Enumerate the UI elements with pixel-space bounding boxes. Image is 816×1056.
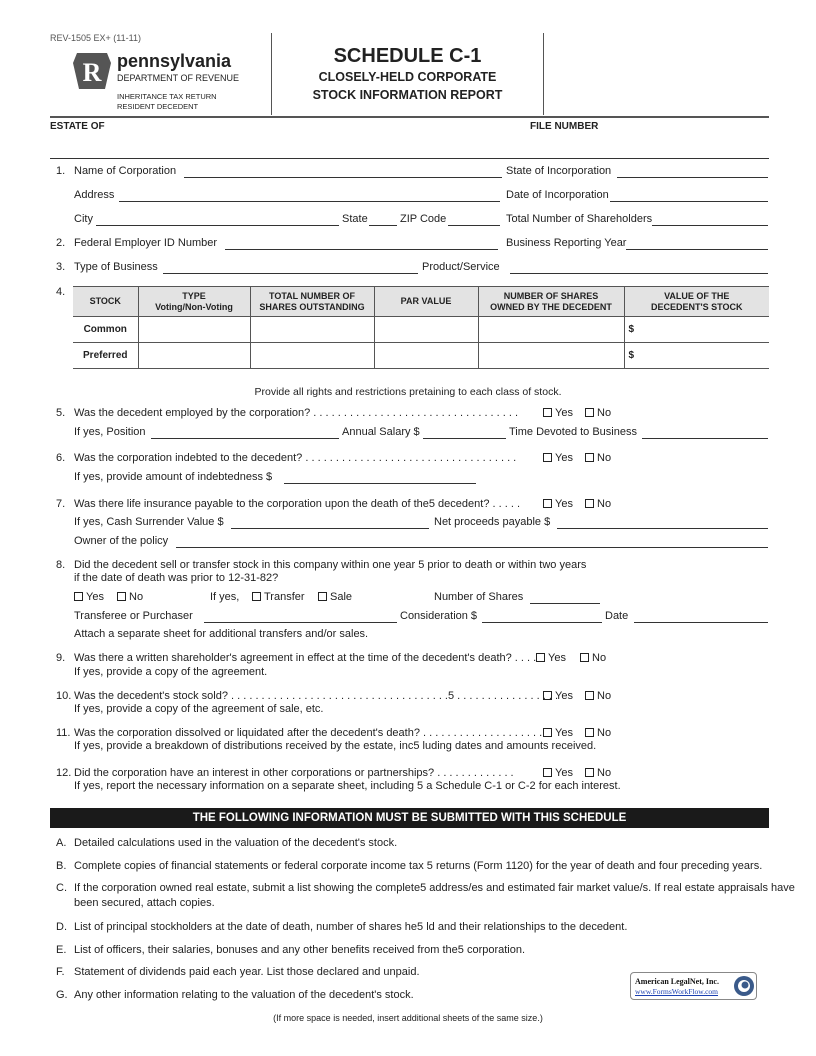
q3-number: 3. — [56, 261, 66, 273]
q8-text-2: if the date of death was prior to 12-31-82? — [74, 572, 279, 584]
checkbox-icon[interactable] — [74, 592, 83, 601]
q6-number: 6. — [56, 452, 66, 464]
q1-number: 1. — [56, 165, 66, 177]
date-label: Date — [605, 610, 629, 622]
checkbox-icon[interactable] — [580, 653, 589, 662]
state-of-incorporation-label: State of Incorporation — [506, 165, 612, 177]
list-letter: D. — [56, 921, 67, 933]
transferee-field[interactable] — [204, 622, 397, 623]
q8-number: 8. — [56, 559, 66, 571]
net-proceeds-field[interactable] — [557, 528, 768, 529]
city-label: City — [74, 213, 93, 225]
annual-salary-field[interactable] — [423, 438, 506, 439]
q12-number: 12. — [56, 767, 72, 779]
date-of-incorporation-label: Date of Incorporation — [506, 189, 609, 201]
number-of-shares-field[interactable] — [530, 603, 600, 604]
policy-owner-field[interactable] — [176, 547, 768, 548]
checkbox-icon[interactable] — [543, 691, 552, 700]
q11-sub: If yes, provide a breakdown of distributions received by the estate, inc5 luding dates and amounts received. — [74, 740, 597, 752]
q10-text: Was the decedent's stock sold? . . . . . . . . . . . . . . . . . . . . . . . . . . . . . . . . . . . .5 . . . . . . . . . . . . . . . . . — [74, 690, 559, 702]
policy-owner-label: Owner of the policy — [74, 535, 169, 547]
common-owned-cell[interactable] — [478, 317, 624, 343]
time-devoted-label: Time Devoted to Business — [509, 426, 637, 438]
th-shares-owned: NUMBER OF SHARES OWNED BY THE DECEDENT — [478, 287, 624, 317]
q12-no[interactable]: No — [585, 767, 611, 779]
q6-text: Was the corporation indebted to the decedent? . . . . . . . . . . . . . . . . . . . . . . . . . . . . . . . . . . . — [74, 452, 517, 464]
list-item: Detailed calculations used in the valuation of the decedent's stock. — [74, 837, 398, 849]
q2-number: 2. — [56, 237, 66, 249]
list-item: List of principal stockholders at the date of death, number of shares he5 ld and their relationships to the decedent. — [74, 921, 628, 933]
list-item-continued: been secured, attach copies. — [74, 897, 215, 909]
net-proceeds-label: Net proceeds payable $ — [434, 516, 551, 528]
header-divider-right — [543, 33, 544, 115]
q6-yes[interactable]: Yes — [543, 452, 573, 464]
q9-no[interactable]: No — [580, 652, 606, 664]
q8-no[interactable]: No — [117, 591, 143, 603]
stock-rights-note: Provide all rights and restrictions pretaining to each class of stock. — [254, 386, 562, 398]
q8-transfer[interactable]: Transfer — [252, 591, 305, 603]
cash-surrender-label: If yes, Cash Surrender Value $ — [74, 516, 224, 528]
estate-of-label: ESTATE OF — [50, 121, 105, 132]
q10-no[interactable]: No — [585, 690, 611, 702]
q10-yes[interactable]: Yes — [543, 690, 573, 702]
preferred-total-cell[interactable] — [250, 343, 374, 369]
table-row — [73, 317, 769, 343]
checkbox-icon[interactable] — [543, 499, 552, 508]
checkbox-icon[interactable] — [117, 592, 126, 601]
legalnet-globe-icon — [733, 975, 755, 1000]
logo-letter: R — [82, 58, 102, 87]
date-of-incorporation-field[interactable] — [610, 201, 768, 202]
consideration-label: Consideration $ — [400, 610, 478, 622]
zip-code-label: ZIP Code — [400, 213, 447, 225]
list-item: Statement of dividends paid each year. List those declared and unpaid. — [74, 966, 420, 978]
indebtedness-label: If yes, provide amount of indebtedness $ — [74, 471, 273, 483]
q9-sub: If yes, provide a copy of the agreement. — [74, 666, 268, 678]
checkbox-icon[interactable] — [585, 499, 594, 508]
product-service-field[interactable] — [510, 273, 768, 274]
list-letter: F. — [56, 966, 65, 978]
corporation-name-field[interactable] — [184, 177, 502, 178]
q7-no[interactable]: No — [585, 498, 611, 510]
q4-number: 4. — [56, 286, 66, 298]
number-of-shares-label: Number of Shares — [434, 591, 524, 603]
indebtedness-field[interactable] — [284, 483, 476, 484]
q9-yes[interactable]: Yes — [536, 652, 566, 664]
state-field[interactable] — [369, 225, 397, 226]
time-devoted-field[interactable] — [642, 438, 768, 439]
zip-code-field[interactable] — [448, 225, 500, 226]
checkbox-icon[interactable] — [585, 728, 594, 737]
q6-no[interactable]: No — [585, 452, 611, 464]
total-shareholders-field[interactable] — [652, 225, 768, 226]
common-type-cell[interactable] — [138, 317, 250, 343]
state-label: State — [342, 213, 368, 225]
stock-table — [73, 286, 769, 369]
position-label: If yes, Position — [74, 426, 146, 438]
checkbox-icon[interactable] — [585, 691, 594, 700]
q12-yes[interactable]: Yes — [543, 767, 573, 779]
consideration-field[interactable] — [482, 622, 602, 623]
q12-text: Did the corporation have an interest in other corporations or partnerships? . . . . . . . . . . . . . — [74, 767, 514, 779]
row-label-common: Common — [73, 317, 138, 343]
checkbox-icon[interactable] — [252, 592, 261, 601]
business-reporting-year-label: Business Reporting Year — [506, 237, 627, 249]
list-item: List of officers, their salaries, bonuses and any other benefits received from the5 corporation. — [74, 944, 526, 956]
th-value: VALUE OF THE DECEDENT'S STOCK — [624, 287, 769, 317]
estate-line[interactable] — [50, 158, 769, 159]
total-shareholders-label: Total Number of Shareholders — [506, 213, 653, 225]
q10-number: 10. — [56, 690, 72, 702]
q11-no[interactable]: No — [585, 727, 611, 739]
agency-department: DEPARTMENT OF REVENUE — [117, 73, 240, 83]
table-row — [73, 343, 769, 369]
q10-sub: If yes, provide a copy of the agreement of sale, etc. — [74, 703, 324, 715]
product-service-label: Product/Service — [422, 261, 500, 273]
q5-yes[interactable]: Yes — [543, 407, 573, 419]
checkbox-icon[interactable] — [543, 453, 552, 462]
common-par-cell[interactable] — [374, 317, 478, 343]
cash-surrender-field[interactable] — [231, 528, 429, 529]
state-of-incorporation-field[interactable] — [617, 177, 768, 178]
q5-no[interactable]: No — [585, 407, 611, 419]
q11-yes[interactable]: Yes — [543, 727, 573, 739]
list-letter: E. — [56, 944, 67, 956]
q8-attach: Attach a separate sheet for additional transfers and/or sales. — [74, 628, 369, 640]
legalnet-badge[interactable] — [630, 972, 757, 1000]
list-letter: G. — [56, 989, 68, 1001]
corporation-name-label: Name of Corporation — [74, 165, 177, 177]
address-label: Address — [74, 189, 115, 201]
preferred-owned-cell[interactable] — [478, 343, 624, 369]
q12-sub: If yes, report the necessary information on a separate sheet, including 5 a Schedule C-1 or C-2 for each interest. — [74, 780, 621, 792]
legalnet-name: American LegalNet, Inc. — [635, 977, 719, 986]
checkbox-icon[interactable] — [318, 592, 327, 601]
q8-text-1: Did the decedent sell or transfer stock in this company within one year 5 prior to death or within two years — [74, 559, 587, 571]
q7-number: 7. — [56, 498, 66, 510]
th-type: TYPE Voting/Non-Voting — [138, 287, 250, 317]
th-par-value: PAR VALUE — [374, 287, 478, 317]
checkbox-icon[interactable] — [543, 408, 552, 417]
keystone-logo-icon — [73, 53, 111, 92]
type-of-business-field[interactable] — [163, 273, 418, 274]
preferred-type-cell[interactable] — [138, 343, 250, 369]
row-label-preferred: Preferred — [73, 343, 138, 369]
checkbox-icon[interactable] — [585, 453, 594, 462]
form-code: REV-1505 EX+ (11-11) — [50, 33, 141, 43]
position-field[interactable] — [151, 438, 339, 439]
q8-sale[interactable]: Sale — [318, 591, 352, 603]
q5-text: Was the decedent employed by the corporation? . . . . . . . . . . . . . . . . . . . . . . . . . . . . . . . . . . — [74, 407, 519, 419]
schedule-subtitle-2: STOCK INFORMATION REPORT — [312, 88, 503, 102]
list-item: If the corporation owned real estate, submit a list showing the complete5 address/es and estimated fair market value/s. If real estate appraisals have — [74, 882, 795, 894]
checkbox-icon[interactable] — [585, 768, 594, 777]
list-item: Complete copies of financial statements or federal corporate income tax 5 returns (Form 1120) for the year of death and four preceding years. — [74, 860, 763, 872]
q8-if-yes: If yes, — [210, 591, 240, 603]
agency-line2: RESIDENT DECEDENT — [117, 102, 199, 111]
business-reporting-year-field[interactable] — [626, 249, 768, 250]
common-value-cell[interactable]: $ — [624, 317, 769, 343]
checkbox-icon[interactable] — [585, 408, 594, 417]
type-of-business-label: Type of Business — [74, 261, 158, 273]
header-rule — [50, 116, 769, 118]
ein-label: Federal Employer ID Number — [74, 237, 218, 249]
q9-number: 9. — [56, 652, 66, 664]
list-item: Any other information relating to the valuation of the decedent's stock. — [74, 989, 414, 1001]
footer-note: (If more space is needed, insert additional sheets of the same size.) — [273, 1013, 543, 1023]
preferred-par-cell[interactable] — [374, 343, 478, 369]
common-total-cell[interactable] — [250, 317, 374, 343]
transferee-label: Transferee or Purchaser — [74, 610, 193, 622]
annual-salary-label: Annual Salary $ — [342, 426, 420, 438]
agency-state: pennsylvania — [117, 51, 232, 71]
q11-number: 11. — [56, 727, 71, 739]
agency-line1: INHERITANCE TAX RETURN — [117, 92, 217, 101]
q8-yes[interactable]: Yes — [74, 591, 104, 603]
list-letter: A. — [56, 837, 67, 849]
q9-text: Was there a written shareholder's agreement in effect at the time of the decedent's death? . . . . — [74, 652, 537, 664]
ein-field[interactable] — [225, 249, 498, 250]
schedule-title: SCHEDULE C-1 — [333, 45, 482, 67]
schedule-subtitle-1: CLOSELY-HELD CORPORATE — [318, 70, 497, 84]
checkbox-icon[interactable] — [536, 653, 545, 662]
requirements-banner: THE FOLLOWING INFORMATION MUST BE SUBMITTED WITH THIS SCHEDULE — [50, 808, 769, 828]
list-letter: C. — [56, 882, 67, 894]
address-field[interactable] — [119, 201, 500, 202]
q7-yes[interactable]: Yes — [543, 498, 573, 510]
q7-text: Was there life insurance payable to the corporation upon the death of the5 decedent? . . . . . — [74, 498, 520, 510]
list-letter: B. — [56, 860, 67, 872]
legalnet-url[interactable]: www.FormsWorkFlow.com — [635, 987, 719, 996]
city-field[interactable] — [96, 225, 339, 226]
preferred-value-cell[interactable]: $ — [624, 343, 769, 369]
th-total-shares: TOTAL NUMBER OF SHARES OUTSTANDING — [250, 287, 374, 317]
q11-text: Was the corporation dissolved or liquidated after the decedent's death? . . . . . . . . . . . . . . . . . . . . — [74, 727, 543, 739]
q5-number: 5. — [56, 407, 66, 419]
th-stock: STOCK — [73, 287, 138, 317]
checkbox-icon[interactable] — [543, 728, 552, 737]
date-field[interactable] — [634, 622, 768, 623]
file-number-label: FILE NUMBER — [530, 121, 599, 132]
checkbox-icon[interactable] — [543, 768, 552, 777]
